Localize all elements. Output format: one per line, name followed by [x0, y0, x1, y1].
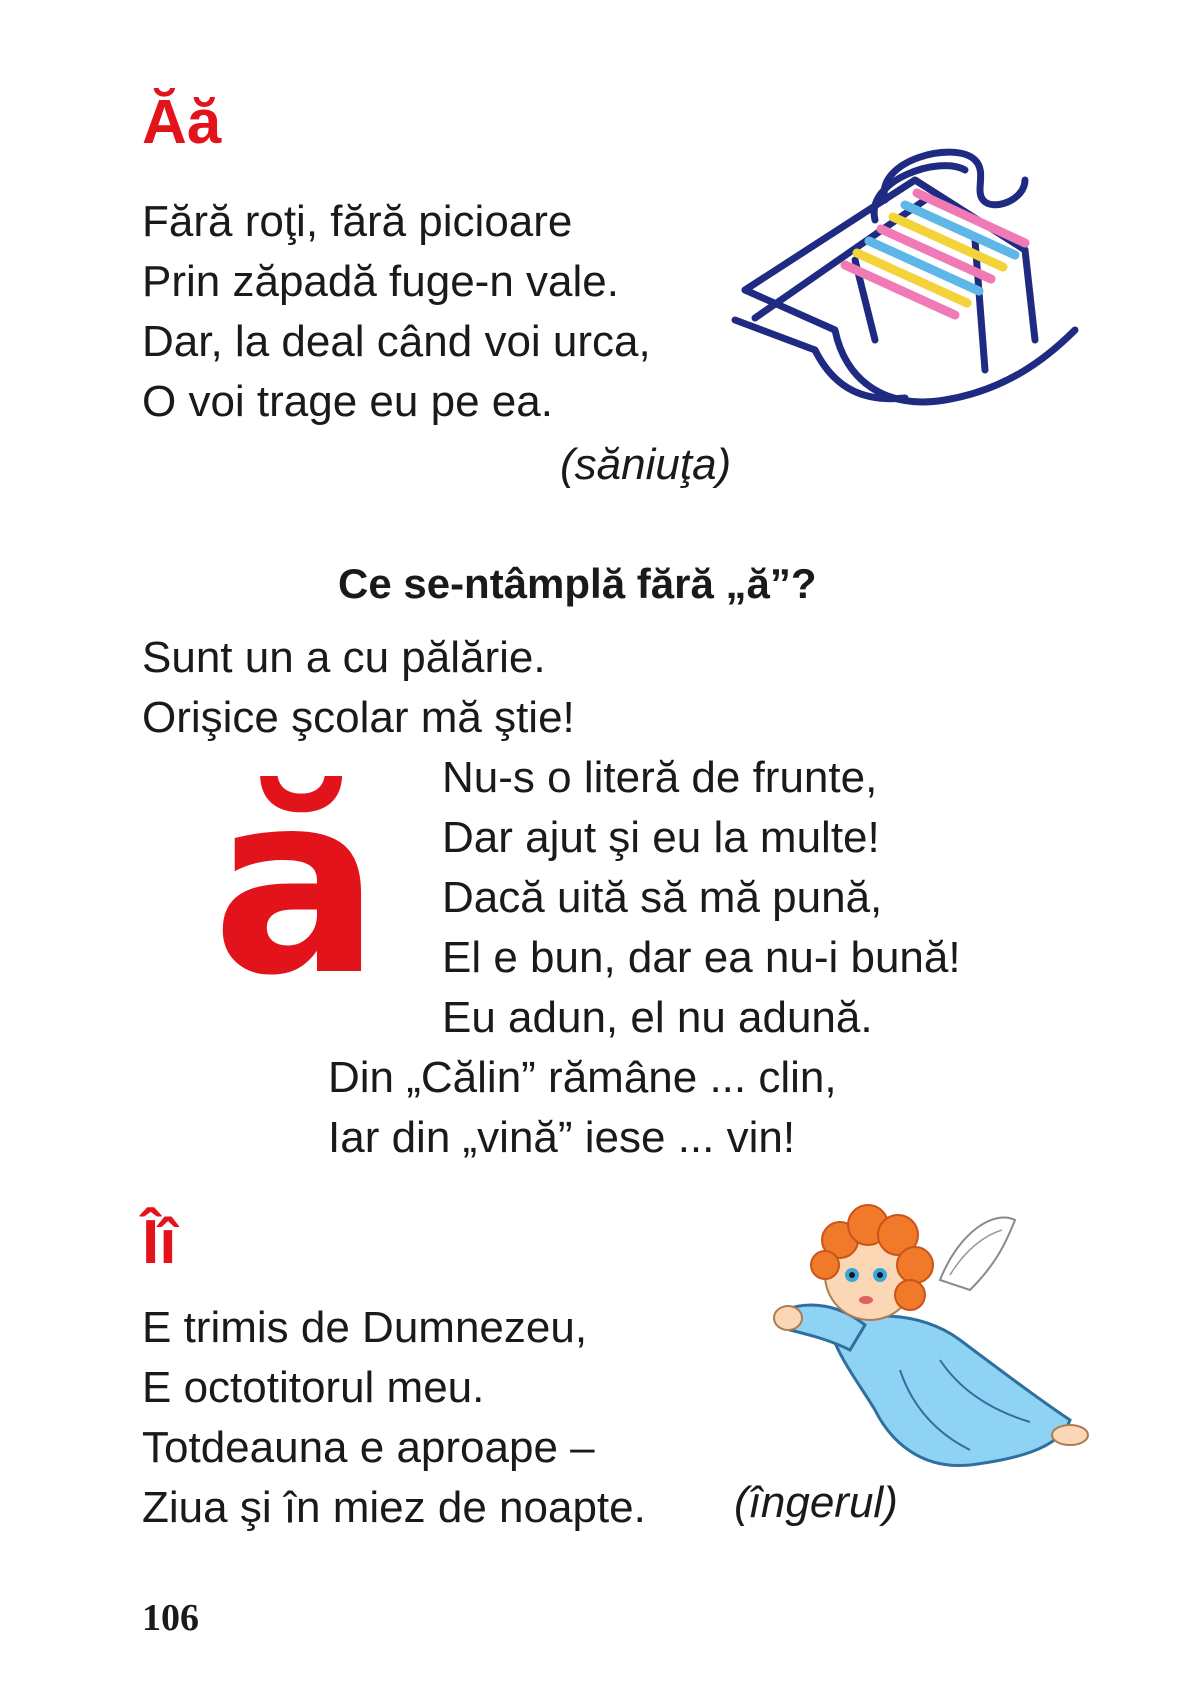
page-number: 106	[142, 1597, 199, 1639]
riddle-line: Dar, la deal când voi urca,	[142, 317, 651, 366]
riddle-sled	[142, 192, 651, 432]
poem-line: Eu adun, el nu adună.	[442, 993, 873, 1042]
poem-title: Ce se-ntâmplă fără „ă”?	[338, 560, 817, 607]
riddle-angel	[142, 1298, 646, 1538]
poem-line: Sunt un a cu pălărie.	[142, 633, 546, 682]
riddle-answer-angel: (îngerul)	[734, 1478, 898, 1527]
poem-line: Iar din „vină” iese ... vin!	[328, 1113, 796, 1162]
poem-line: Orişice şcolar mă ştie!	[142, 693, 575, 742]
riddle-line: Fără roţi, fără picioare	[142, 197, 573, 246]
riddle-line: Ziua şi în miez de noapte.	[142, 1483, 646, 1532]
riddle-line: E trimis de Dumnezeu,	[142, 1303, 588, 1352]
letter-heading-a-breve: Ăă	[142, 88, 222, 157]
poem-line: Din „Călin” rămâne ... clin,	[328, 1053, 837, 1102]
riddle-answer-sled: (săniuţa)	[560, 440, 732, 489]
poem-line: Dacă uită să mă pună,	[442, 873, 883, 922]
letter-heading-i-circumflex: Îî	[142, 1208, 177, 1277]
big-letter-a-breve: ă	[212, 739, 381, 1030]
poem-middle	[442, 748, 961, 1048]
riddle-line: Totdeauna e aproape –	[142, 1423, 595, 1472]
riddle-line: E octotitorul meu.	[142, 1363, 485, 1412]
angel-illustration	[770, 1190, 1100, 1490]
poem-line: Dar ajut şi eu la multe!	[442, 813, 880, 862]
poem-closing	[328, 1048, 837, 1168]
poem-opening	[142, 628, 575, 748]
poem-line: Nu-s o literă de frunte,	[442, 753, 878, 802]
riddle-line: O voi trage eu pe ea.	[142, 377, 553, 426]
riddle-line: Prin zăpadă fuge-n vale.	[142, 257, 619, 306]
sled-illustration	[725, 140, 1085, 420]
poem-line: El e bun, dar ea nu-i bună!	[442, 933, 961, 982]
